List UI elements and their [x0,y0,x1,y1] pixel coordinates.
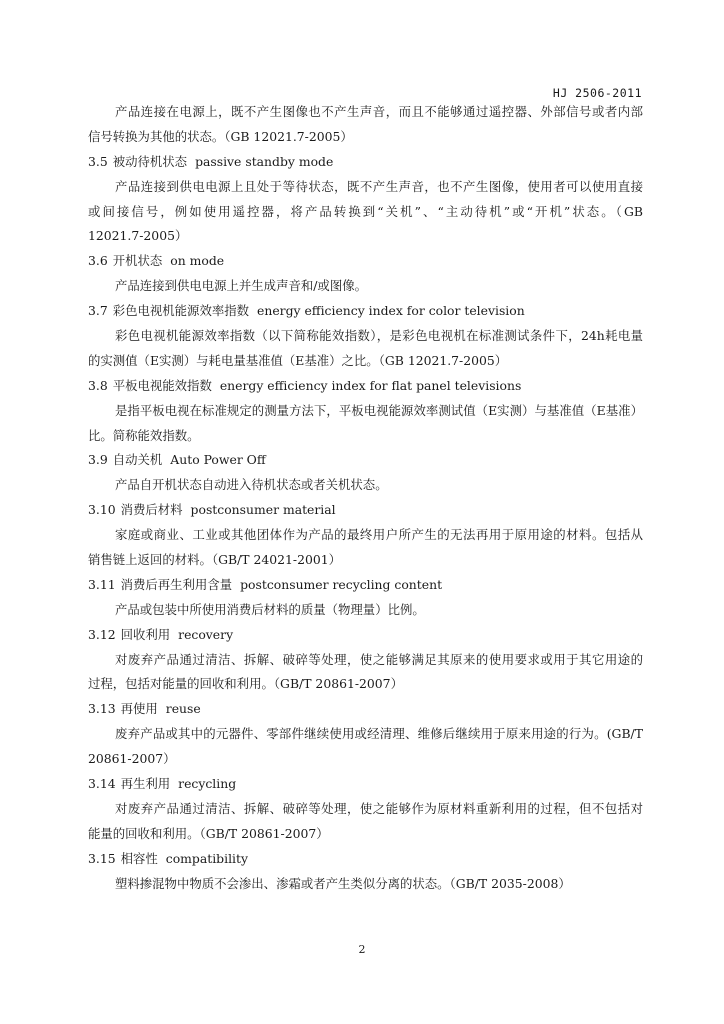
section-title-en: reuse [165,701,201,717]
section-number: 3.9 [88,452,108,468]
standard-code: HJ 2506-2011 [552,86,642,100]
paragraph-line: 的实测值（E实测）与耗电量基准值（E基准）之比。（GB 12021.7-2005） [88,352,508,368]
section-title-zh: 消费后材料 [120,502,183,518]
paragraph-line: 家庭或商业、工业或其他团体作为产品的最终用户所产生的无法再用于原用途的材料。包括从 [115,527,643,543]
section-title-zh: 消费后再生利用含量 [120,576,233,592]
section-heading [88,498,643,523]
section-title-en: postconsumer recycling content [240,576,443,592]
section-number: 3.6 [88,253,108,269]
page-number: 2 [358,943,366,956]
section-heading [88,374,643,399]
paragraph-line: 能量的回收和利用。（GB/T 20861-2007） [88,825,329,841]
section-title-zh: 平板电视能效指数 [112,377,212,393]
section-number: 3.13 [88,701,116,717]
paragraph-line: 产品连接到供电电源上并生成声音和/或图像。 [115,278,367,294]
section-heading [88,150,643,175]
paragraph-line: 是指平板电视在标准规定的测量方法下，平板电视能源效率测试值（E实测）与基准值（E基准） [115,402,643,418]
section-number: 3.8 [88,377,108,393]
paragraph-line: 废弃产品或其中的元器件、零部件继续使用或经清理、维修后继续用于原来用途的行为。(GB/T [115,726,643,742]
section-number: 3.10 [88,502,116,518]
paragraph-line: 产品或包装中所使用消费后材料的质量（物理量）比例。 [115,601,425,617]
section-heading [88,847,643,872]
paragraph-line: 12021.7-2005） [88,228,188,244]
section-title-en: recovery [178,626,234,642]
paragraph-line: 产品连接到供电电源上且处于等待状态，既不产生声音，也不产生图像，使用者可以使用直接 [115,178,643,194]
paragraph-line: 彩色电视机能源效率指数（以下简称能效指数），是彩色电视机在标准测试条件下，24h耗电量 [115,328,643,344]
paragraph-line: 过程，包括对能量的回收和利用。（GB/T 20861-2007） [88,676,403,692]
paragraph-line: 对废弃产品通过清洁、拆解、破碎等处理，使之能够作为原材料重新利用的过程，但不包括对 [115,800,643,816]
paragraph-line: 塑料掺混物中物质不会渗出、渗霜或者产生类似分离的状态。（GB/T 2035-2008） [115,875,571,891]
section-heading [88,623,643,648]
section-title-en: postconsumer material [190,502,336,518]
section-number: 3.15 [88,850,116,866]
paragraph-line: 或间接信号，例如使用遥控器，将产品转换到“关机”、“主动待机”或“开机”状态。（GB [88,203,643,219]
section-title-zh: 回收利用 [120,626,171,642]
section-title-zh: 自动关机 [112,452,163,468]
page-content [88,100,643,897]
paragraph-line: 产品自开机状态自动进入待机状态或者关机状态。 [115,477,388,493]
section-heading [88,448,643,473]
section-number: 3.7 [88,303,108,319]
section-title-zh: 再使用 [120,701,158,717]
section-title-en: on mode [170,253,225,269]
section-title-en: compatibility [165,850,248,866]
section-title-zh: 相容性 [120,850,158,866]
section-title-en: passive standby mode [195,153,334,169]
section-title-en: energy efficiency index for color television [257,303,525,319]
section-heading [88,697,643,722]
paragraph-line: 信号转换为其他的状态。（GB 12021.7-2005） [88,128,353,144]
section-number: 3.12 [88,626,116,642]
section-title-zh: 被动待机状态 [112,153,188,169]
paragraph-line: 20861-2007） [88,751,176,767]
section-heading [88,573,643,598]
section-title-zh: 再生利用 [120,776,171,792]
section-title-zh: 彩色电视机能源效率指数 [112,303,250,319]
section-title-zh: 开机状态 [112,253,163,269]
section-title-en: recycling [178,776,237,792]
section-number: 3.5 [88,153,108,169]
section-number: 3.11 [88,576,116,592]
section-heading [88,299,643,324]
section-number: 3.14 [88,776,116,792]
section-title-en: energy efficiency index for flat panel televisions [219,377,522,393]
section-title-en: Auto Power Off [170,452,266,468]
section-heading [88,772,643,797]
paragraph-line: 对废弃产品通过清洁、拆解、破碎等处理，使之能够满足其原来的使用要求或用于其它用途的 [115,651,643,667]
paragraph-line: 产品连接在电源上，既不产生图像也不产生声音，而且不能够通过遥控器、外部信号或者内部 [115,104,643,119]
paragraph-line: 销售链上返回的材料。（GB/T 24021-2001） [88,552,342,568]
section-heading [88,249,643,274]
paragraph-line: 比。简称能效指数。 [88,427,200,443]
